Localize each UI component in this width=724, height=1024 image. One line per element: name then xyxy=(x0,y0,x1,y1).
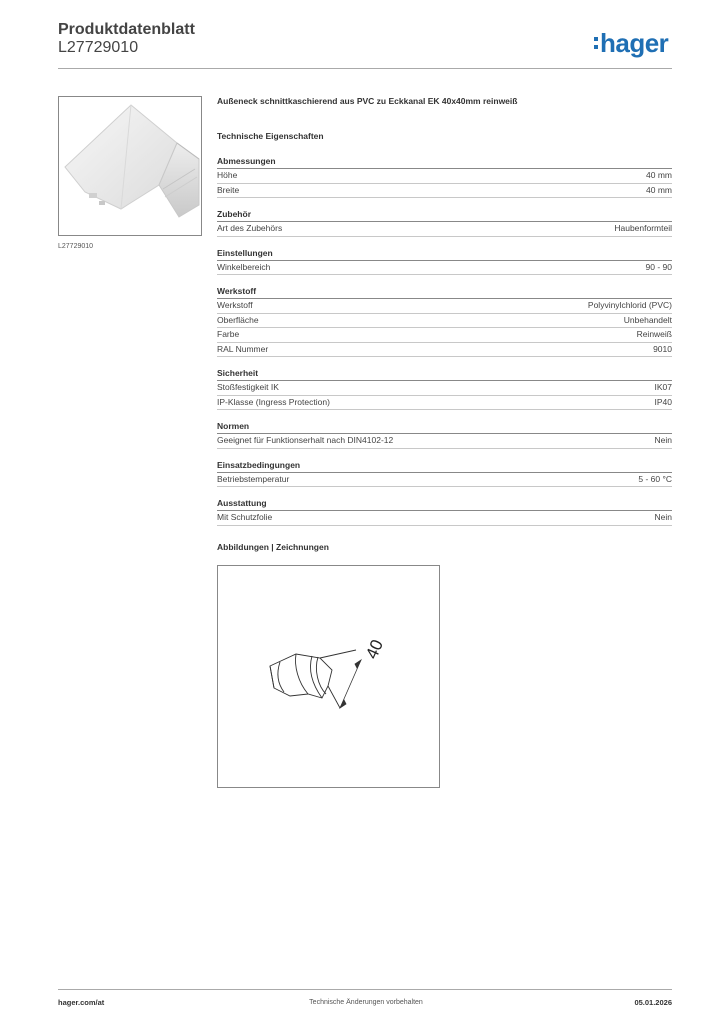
spec-label: Farbe xyxy=(217,329,240,339)
header-divider xyxy=(58,68,672,69)
corner-piece-photo xyxy=(59,97,202,236)
technical-drawing xyxy=(217,565,440,788)
spec-row xyxy=(217,261,672,276)
spec-label: Betriebstemperatur xyxy=(217,473,290,484)
spec-row xyxy=(217,473,672,488)
spec-label: Werkstoff xyxy=(217,300,253,310)
footer-date: 05.01.2026 xyxy=(634,998,672,1007)
spec-label: RAL Nummer xyxy=(217,343,269,354)
corner-piece-drawing xyxy=(218,566,439,787)
section-title: Ausstattung xyxy=(217,498,672,511)
spec-value: Nein xyxy=(654,435,672,445)
product-title: Außeneck schnittkaschierend aus PVC zu Eckkanal EK 40x40mm reinweiß xyxy=(217,96,518,106)
spec-value: 40 mm xyxy=(646,184,672,195)
spec-section xyxy=(217,286,672,357)
footer-website-link[interactable]: hager.com/at xyxy=(58,998,105,1007)
product-photo xyxy=(58,96,202,236)
spec-label: Breite xyxy=(217,184,240,195)
spec-value: Polyvinylchlorid (PVC) xyxy=(587,300,672,310)
section-title: Einstellungen xyxy=(217,248,672,261)
spec-label: Winkelbereich xyxy=(217,261,271,272)
spec-row xyxy=(217,343,672,358)
product-code: L27729010 xyxy=(58,39,139,56)
spec-label: Oberfläche xyxy=(217,314,259,325)
spec-row xyxy=(217,511,672,526)
spec-section xyxy=(217,209,672,237)
spec-row xyxy=(217,169,672,184)
spec-row xyxy=(217,396,672,411)
section-title: Sicherheit xyxy=(217,368,672,381)
spec-label: Art des Zubehörs xyxy=(217,223,283,233)
section-title: Zubehör xyxy=(217,209,672,222)
photo-caption: L27729010 xyxy=(58,243,94,250)
spec-label: Höhe xyxy=(217,170,238,180)
spec-section xyxy=(217,248,672,276)
spec-row xyxy=(217,314,672,329)
spec-row xyxy=(217,381,672,396)
footer-disclaimer: Technische Änderungen vorbehalten xyxy=(309,999,423,1006)
dimension-label: 40 xyxy=(362,636,388,662)
spec-label: Stoßfestigkeit IK xyxy=(217,382,279,392)
spec-section xyxy=(217,498,672,526)
spec-value: 5 - 60 °C xyxy=(638,473,672,484)
spec-row xyxy=(217,299,672,314)
logo-colon-icon xyxy=(594,32,598,50)
section-title: Einsatzbedingungen xyxy=(217,460,672,473)
spec-value: IK07 xyxy=(654,382,672,392)
section-title: Abmessungen xyxy=(217,156,672,169)
spec-section xyxy=(217,460,672,488)
logo-text: hager xyxy=(600,28,669,58)
figures-heading: Abbildungen | Zeichnungen xyxy=(217,541,329,552)
spec-label: Geeignet für Funktionserhalt nach DIN4102-12 xyxy=(217,435,394,445)
spec-value: 40 mm xyxy=(646,170,672,180)
spec-section xyxy=(217,156,672,198)
footer-divider xyxy=(58,989,672,990)
spec-value: IP40 xyxy=(654,396,672,407)
tech-properties-heading: Technische Eigenschaften xyxy=(217,131,324,141)
spec-value: Haubenformteil xyxy=(614,223,672,233)
spec-row xyxy=(217,434,672,449)
hager-logo xyxy=(594,28,668,59)
page-title: Produktdatenblatt xyxy=(58,21,195,38)
spec-row xyxy=(217,222,672,237)
spec-value: Reinweiß xyxy=(636,329,672,339)
spec-value: Nein xyxy=(654,512,672,522)
spec-column xyxy=(217,96,672,553)
spec-row xyxy=(217,184,672,199)
spec-value: Unbehandelt xyxy=(623,314,672,325)
section-title: Normen xyxy=(217,421,672,434)
spec-label: Mit Schutzfolie xyxy=(217,512,273,522)
spec-label: IP-Klasse (Ingress Protection) xyxy=(217,396,330,407)
spec-section xyxy=(217,421,672,449)
section-title: Werkstoff xyxy=(217,286,672,299)
spec-value: 9010 xyxy=(653,343,672,354)
spec-value: 90 - 90 xyxy=(645,261,672,272)
spec-row xyxy=(217,328,672,343)
spec-section xyxy=(217,368,672,410)
